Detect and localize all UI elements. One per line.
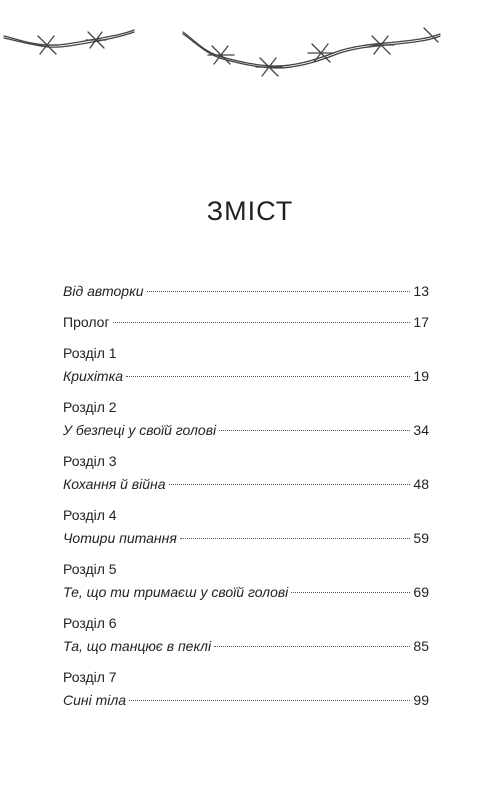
- chapter-heading: Розділ 2: [63, 399, 117, 415]
- toc-entry-chapter-2[interactable]: [63, 419, 429, 442]
- chapter-heading: Розділ 4: [63, 507, 117, 523]
- toc-entry-page: 59: [413, 530, 429, 546]
- chapter-heading: Розділ 5: [63, 561, 117, 577]
- dot-leader: [126, 376, 410, 377]
- toc-entry-chapter-5[interactable]: [63, 581, 429, 604]
- toc-title: ЗМІСТ: [206, 196, 294, 226]
- toc-entry-author-note[interactable]: [63, 280, 429, 303]
- toc-entry-label: Чотири питання: [63, 530, 177, 546]
- toc-entry-chapter-7[interactable]: [63, 689, 429, 712]
- chapter-heading: Розділ 6: [63, 615, 117, 631]
- toc-entry-label: Від авторки: [63, 283, 144, 299]
- toc-entry-page: 69: [413, 584, 429, 600]
- toc-entry-label: Пролог: [63, 314, 110, 330]
- chapter-heading: Розділ 7: [63, 669, 117, 685]
- dot-leader: [113, 322, 411, 323]
- toc-entry-label: Кохання й війна: [63, 476, 166, 492]
- toc-entry-chapter-4[interactable]: [63, 527, 429, 550]
- toc-entry-chapter-1[interactable]: [63, 365, 429, 388]
- toc-entry-page: 34: [413, 422, 429, 438]
- toc-entry-label: Крихітка: [63, 368, 123, 384]
- dot-leader: [214, 646, 410, 647]
- chapter-heading: Розділ 1: [63, 345, 117, 361]
- dot-leader: [219, 430, 410, 431]
- toc-entry-page: 99: [413, 692, 429, 708]
- toc-entry-label: Сині тіла: [63, 692, 127, 708]
- dot-leader: [147, 291, 411, 292]
- toc-entry-page: 19: [413, 368, 429, 384]
- dot-leader: [291, 592, 410, 593]
- toc-entry-label: У безпеці у своїй голові: [63, 422, 217, 438]
- toc-entry-label: Те, що ти тримаєш у своїй голові: [63, 584, 289, 600]
- toc-entry-chapter-3[interactable]: [63, 473, 429, 496]
- toc-entry-prologue[interactable]: [63, 311, 429, 334]
- table-of-contents: [63, 280, 429, 712]
- chapter-heading: Розділ 3: [63, 453, 117, 469]
- barbed-wire-decoration: [0, 0, 500, 90]
- dot-leader: [129, 700, 410, 701]
- toc-entry-chapter-6[interactable]: [63, 635, 429, 658]
- dot-leader: [169, 484, 411, 485]
- toc-entry-page: 48: [413, 476, 429, 492]
- toc-entry-page: 13: [413, 283, 429, 299]
- toc-entry-page: 85: [413, 638, 429, 654]
- toc-entry-label: Та, що танцює в пеклі: [63, 638, 212, 654]
- toc-entry-page: 17: [413, 314, 429, 330]
- dot-leader: [180, 538, 411, 539]
